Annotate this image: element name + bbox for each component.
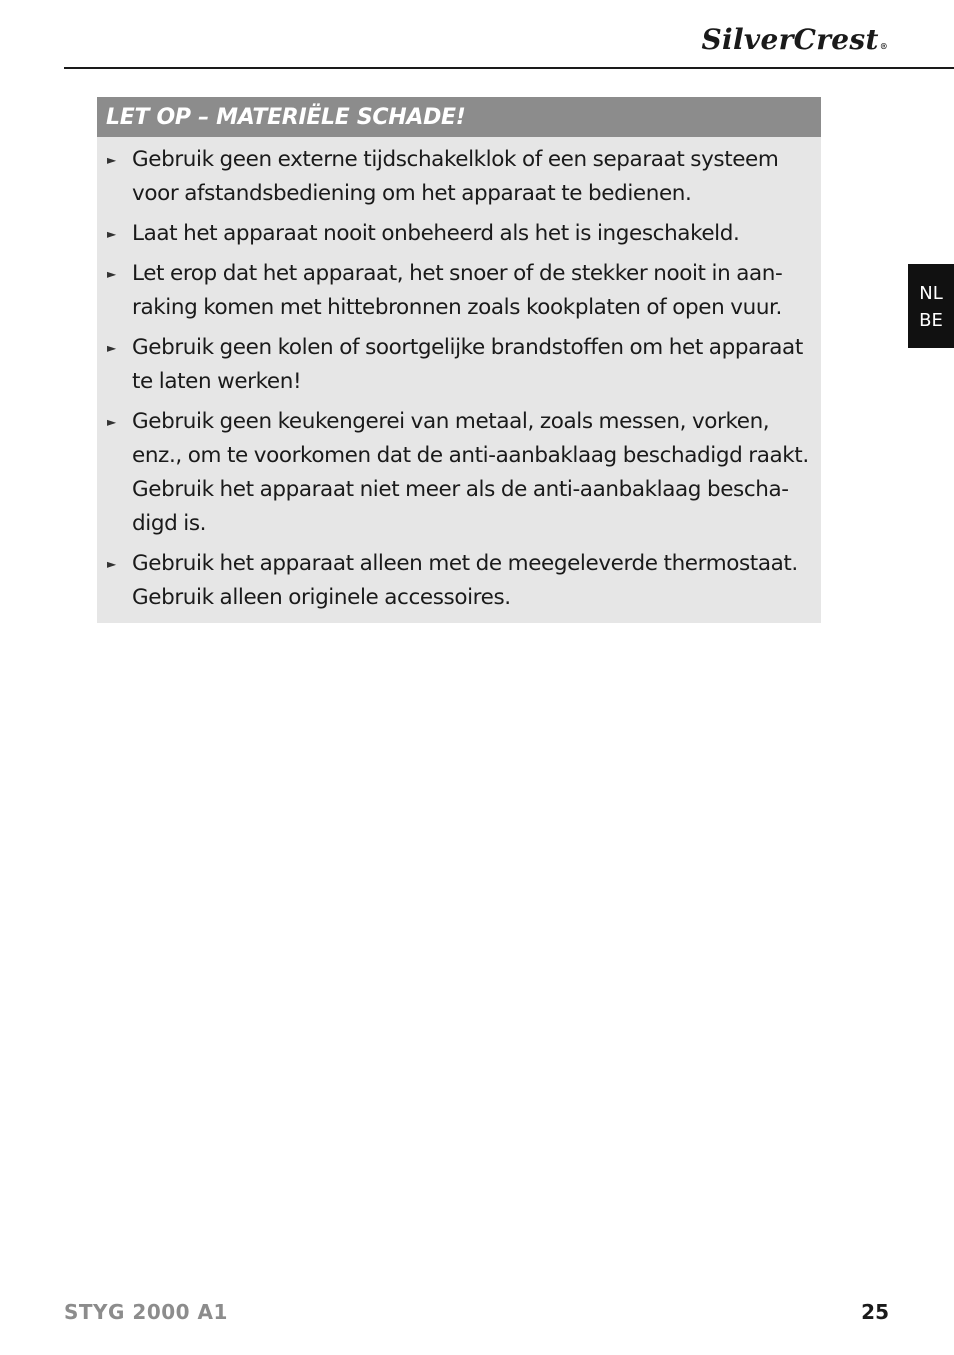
language-tab-line1: NL (919, 283, 943, 304)
warning-box (97, 97, 821, 623)
triangle-right-icon: ► (107, 557, 116, 571)
warning-item-text: Gebruik geen keukengerei van metaal, zoals messen, vorken, enz., om te voorkomen dat de anti-aanbaklaag beschadigd raakt. Gebruik het apparaat niet meer als de anti-aanbaklaag bescha-digd is. (132, 409, 809, 536)
footer-model: STYG 2000 A1 (64, 1300, 228, 1324)
warning-title: LET OP – MATERIËLE SCHADE! (97, 97, 821, 137)
warning-item-text: Let erop dat het apparaat, het snoer of de stekker nooit in aan-raking komen met hittebronnen zoals kookplaten of open vuur. (132, 261, 783, 320)
header-divider (64, 67, 954, 69)
triangle-right-icon: ► (107, 415, 116, 429)
triangle-right-icon: ► (107, 341, 116, 355)
brand-logo (702, 22, 889, 58)
warning-item-text: Laat het apparaat nooit onbeheerd als het is ingeschakeld. (132, 221, 740, 246)
warning-list-item (97, 331, 813, 399)
warning-item-text: Gebruik het apparaat alleen met de meegeleverde thermostaat. Gebruik alleen originele accessoires. (132, 551, 798, 610)
language-tab-line2: BE (919, 310, 943, 331)
warning-list-item (97, 217, 813, 251)
triangle-right-icon: ► (107, 153, 116, 167)
warning-list-item (97, 405, 813, 541)
triangle-right-icon: ► (107, 227, 116, 241)
warning-item-text: Gebruik geen externe tijdschakelklok of een separaat systeem voor afstandsbediening om het apparaat te bedienen. (132, 147, 779, 206)
warning-list-item (97, 547, 813, 615)
language-tab (908, 264, 954, 348)
page-number: 25 (861, 1300, 889, 1324)
triangle-right-icon: ► (107, 267, 116, 281)
warning-list-item (97, 143, 813, 211)
warning-list-item (97, 257, 813, 325)
warning-item-text: Gebruik geen kolen of soortgelijke brandstoffen om het apparaat te laten werken! (132, 335, 803, 394)
warning-list (97, 137, 821, 615)
registered-mark: ® (879, 41, 888, 51)
brand-logo-text: SilverCrest (701, 23, 879, 56)
